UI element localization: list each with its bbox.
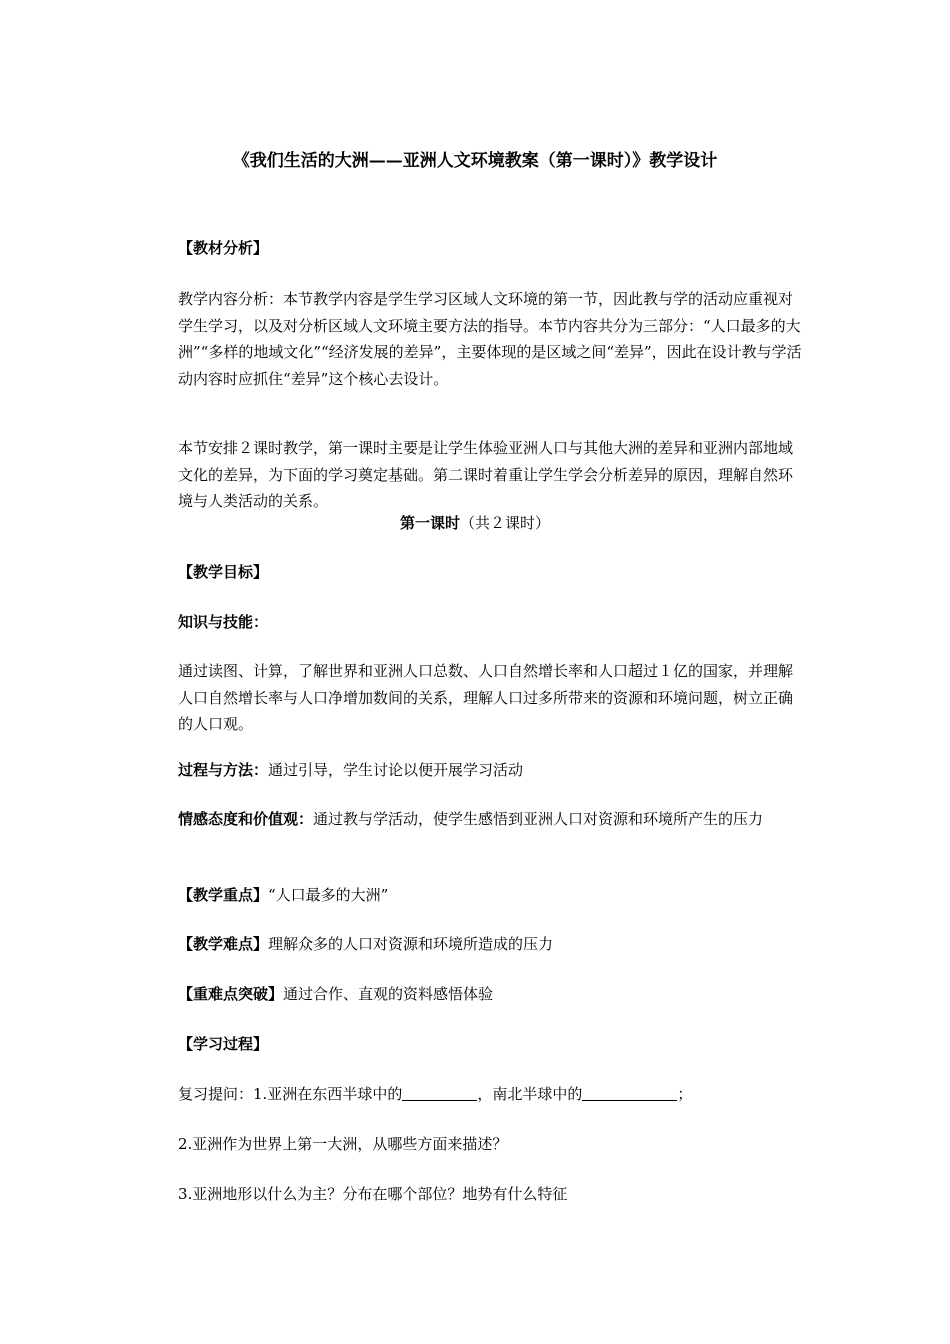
emotion-values-line (145, 806, 807, 833)
difficulty-label: 【教学难点】 (178, 935, 269, 953)
breakthrough-text: 通过合作、直观的资料感悟体验 (283, 985, 494, 1003)
breakthrough-line (178, 984, 493, 1004)
paragraph-knowledge-skills (145, 658, 807, 738)
difficulty-text: 理解众多的人口对资源和环境所造成的压力 (268, 935, 554, 953)
section-heading-objectives: 【教学目标】 (178, 563, 269, 581)
section-heading-textbook-analysis: 【教材分析】 (178, 239, 269, 257)
lesson-schedule-text: 本节安排２课时教学，第一课时主要是让学生体验亚洲人口与其他大洲的差异和亚洲内部地域文化的差异，为下面的学习奠定基础。第二课时着重让学生学会分析差异的原因，理解自然环境与人类活动的关系。 (178, 439, 794, 510)
key-point-label: 【教学重点】 (178, 886, 269, 904)
section-heading-learning-process: 【学习过程】 (178, 1035, 269, 1053)
process-method-text: 通过引导，学生讨论以便开展学习活动 (268, 761, 524, 779)
review-question-2: 2.亚洲作为世界上第一大洲，从哪些方面来描述？ (178, 1135, 508, 1153)
process-method-line (178, 760, 523, 780)
document-title: 《我们生活的大洲——亚洲人文环境教案（第一课时）》教学设计 (232, 151, 718, 171)
answer-blank-2[interactable] (582, 1085, 677, 1101)
question-1-part-c: ； (677, 1085, 693, 1103)
paragraph-emotion-values (145, 806, 807, 833)
content-analysis-text: 教学内容分析：本节教学内容是学生学习区域人文环境的第一节，因此教与学的活动应重视对学生学习，以及对分析区域人文环境主要方法的指导。本节内容共分为三部分：“人口最多的大洲”“多样的地域文化”“经济发展的差异”，主要体现的是区域之间“差异”，因此在设计教与学活动内容时应抓住“差异”这个核心去设计。 (178, 290, 802, 388)
paragraph-content-analysis (145, 286, 807, 392)
key-point-line (178, 885, 388, 905)
answer-blank-1[interactable] (402, 1085, 477, 1101)
emotion-values-text: 通过教与学活动，使学生感悟到亚洲人口对资源和环境所产生的压力 (313, 810, 764, 828)
lesson-note: （共２课时） (460, 514, 551, 532)
lesson-header (0, 513, 950, 533)
lesson-label: 第一课时 (399, 514, 460, 532)
difficulty-line (178, 934, 553, 954)
knowledge-skills-text: 通过读图、计算，了解世界和亚洲人口总数、人口自然增长率和人口超过１亿的国家，并理解人口自然增长率与人口净增加数间的关系，理解人口过多所带来的资源和环境问题，树立正确的人口观。 (178, 662, 794, 733)
knowledge-skills-label: 知识与技能： (178, 613, 269, 631)
review-question-1 (178, 1084, 692, 1104)
review-question-3: 3.亚洲地形以什么为主？分布在哪个部位？地势有什么特征 (178, 1185, 568, 1203)
key-point-text: “人口最多的大洲” (268, 886, 389, 904)
paragraph-lesson-schedule (145, 435, 807, 515)
process-method-label: 过程与方法： (178, 761, 269, 779)
breakthrough-label: 【重难点突破】 (178, 985, 284, 1003)
question-1-part-a: 复习提问：1.亚洲在东西半球中的 (178, 1085, 403, 1103)
emotion-values-label: 情感态度和价值观： (178, 810, 314, 828)
question-1-part-b: ，南北半球中的 (477, 1085, 583, 1103)
